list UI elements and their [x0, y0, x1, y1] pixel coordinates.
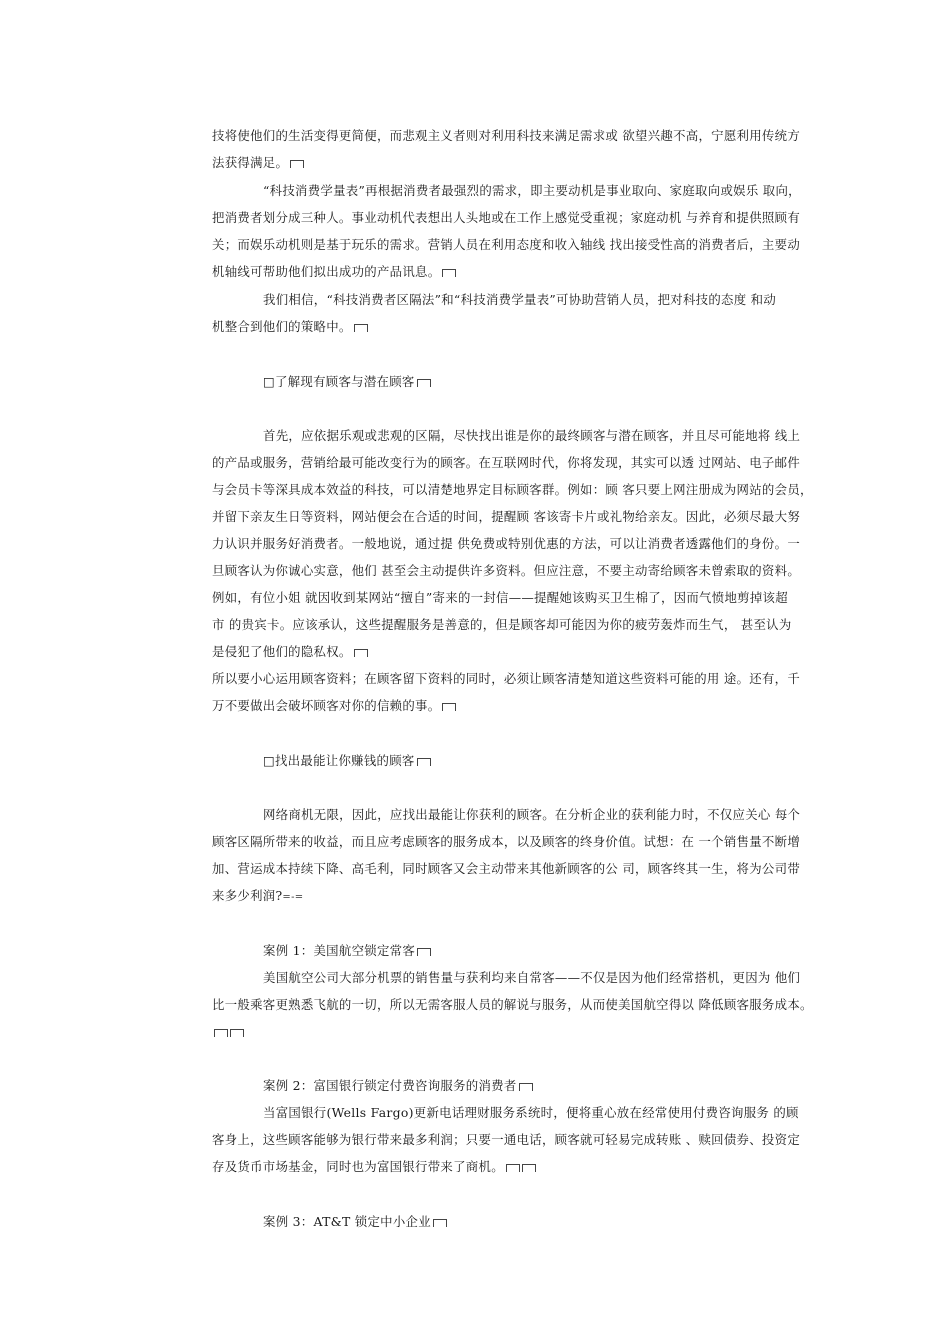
text-line: 我们相信，“科技消费者区隔法”和“科技消费学量表”可协助营销人员，把对科技的态度 和动: [263, 292, 777, 307]
text-line: 网络商机无限，因此，应找出最能让你获利的顾客。在分析企业的获利能力时，不仅应关心 每个: [263, 807, 801, 822]
paragraph-mark-icon: [506, 1164, 520, 1172]
text-line: 存及货币市场基金，同时也为富国银行带来了商机。: [212, 1159, 812, 1175]
paragraph-mark-icon: [417, 379, 431, 387]
text-line: 万不要做出会破坏顾客对你的信赖的事。: [212, 698, 812, 714]
section-heading: □找出最能让你赚钱的顾客: [263, 753, 863, 769]
text-line: 客身上，这些顾客能够为银行带来最多利润；只要一通电话，顾客就可轻易完成转账 、赎回债券、投资定: [212, 1132, 801, 1147]
trailing-mark: =-=: [282, 892, 304, 903]
text-line: 比一般乘客更熟悉飞航的一切，所以无需客服人员的解说与服务，从而使美国航空得以 降低顾客服务成本。: [212, 997, 813, 1012]
text-line: 机整合到他们的策略中。: [212, 319, 812, 335]
section-heading: □了解现有顾客与潜在顾客: [263, 374, 863, 390]
text-line: 机轴线可帮助他们拟出成功的产品讯息。: [212, 264, 812, 280]
text-line: 例如，有位小姐 就因收到某网站“擅自”寄来的一封信——提醒她该购买卫生棉了，因而气愤地剪掉该超: [212, 590, 788, 605]
text-line: 把消费者划分成三种人。事业动机代表想出人头地或在工作上感觉受重视；家庭动机 与养育和提供照顾有: [212, 210, 801, 225]
paragraph-mark-icon: [230, 1029, 244, 1037]
text-line: 是侵犯了他们的隐私权。: [212, 644, 812, 660]
text-line: 美国航空公司大部分机票的销售量与获利均来自常客——不仅是因为他们经常搭机，更因为 他们: [263, 970, 801, 985]
text-line: 并留下亲友生日等资料，网站便会在合适的时间，提醒顾 客该寄卡片或礼物给亲友。因此，必须尽最大努: [212, 509, 801, 524]
text-line: 首先，应依据乐观或悲观的区隔，尽快找出谁是你的最终顾客与潜在顾客，并且尽可能地将 线上: [263, 428, 801, 443]
text-line: [212, 1024, 812, 1040]
paragraph-mark-icon: [214, 1029, 228, 1037]
paragraph-mark-icon: [417, 948, 431, 956]
case-heading: 案例 1：美国航空锁定常客: [263, 943, 863, 959]
text-line: 旦顾客认为你诚心实意，他们 甚至会主动提供许多资料。但应注意，不要主动寄给顾客未曾索取的资料。: [212, 563, 801, 578]
text-line: 的产品或服务，营销给最可能改变行为的顾客。在互联网时代，你将发现，其实可以透 过网站、电子邮件: [212, 455, 801, 470]
paragraph-mark-icon: [354, 324, 368, 332]
text-line: 技将使他们的生活变得更简便，而悲观主义者则对利用科技来满足需求或 欲望兴趣不高，宁愿利用传统方: [212, 128, 801, 143]
text-line: 加、营运成本持续下降、高毛利，同时顾客又会主动带来其他新顾客的公 司，顾客终其一生，将为公司带: [212, 861, 801, 876]
text-line: 法获得满足。: [212, 155, 812, 171]
text-line: 来多少利润?=-=: [212, 888, 304, 903]
text-line: 力认识并服务好消费者。一般地说，通过提 供免费或特别优惠的方法，可以让消费者透露他们的身份。一: [212, 536, 801, 551]
case-heading: 案例 2：富国银行锁定付费咨询服务的消费者: [263, 1078, 863, 1094]
paragraph-mark-icon: [417, 758, 431, 766]
paragraph-mark-icon: [290, 160, 304, 168]
text-line: 关；而娱乐动机则是基于玩乐的需求。营销人员在利用态度和收入轴线 找出接受性高的消费者后，主要动: [212, 237, 801, 252]
paragraph-mark-icon: [354, 649, 368, 657]
paragraph-mark-icon: [442, 703, 456, 711]
text-line: 当富国银行(Wells Fargo)更新电话理财服务系统时，便将重心放在经常使用付费咨询服务 的顾: [263, 1105, 799, 1120]
text-line: 顾客区隔所带来的收益，而且应考虑顾客的服务成本，以及顾客的终身价值。试想：在 一个销售量不断增: [212, 834, 801, 849]
text-line: “科技消费学量表”再根据消费者最强烈的需求，即主要动机是事业取向、家庭取向或娱乐 取向，: [263, 183, 801, 198]
paragraph-mark-icon: [522, 1164, 536, 1172]
paragraph-mark-icon: [519, 1083, 533, 1091]
text-line: 与会员卡等深具成本效益的科技，可以清楚地界定目标顾客群。例如：顾 客只要上网注册成为网站的会员，: [212, 482, 813, 497]
text-line: 所以要小心运用顾客资料；在顾客留下资料的同时，必须让顾客清楚知道这些资料可能的用 途。还有，千: [212, 671, 801, 686]
paragraph-mark-icon: [442, 269, 456, 277]
text-line: 市 的贵宾卡。应该承认，这些提醒服务是善意的，但是顾客却可能因为你的疲劳轰炸而生气， 甚至认为: [212, 617, 792, 632]
paragraph-mark-icon: [433, 1219, 447, 1227]
case-heading: 案例 3：AT&T 锁定中小企业: [263, 1214, 863, 1230]
